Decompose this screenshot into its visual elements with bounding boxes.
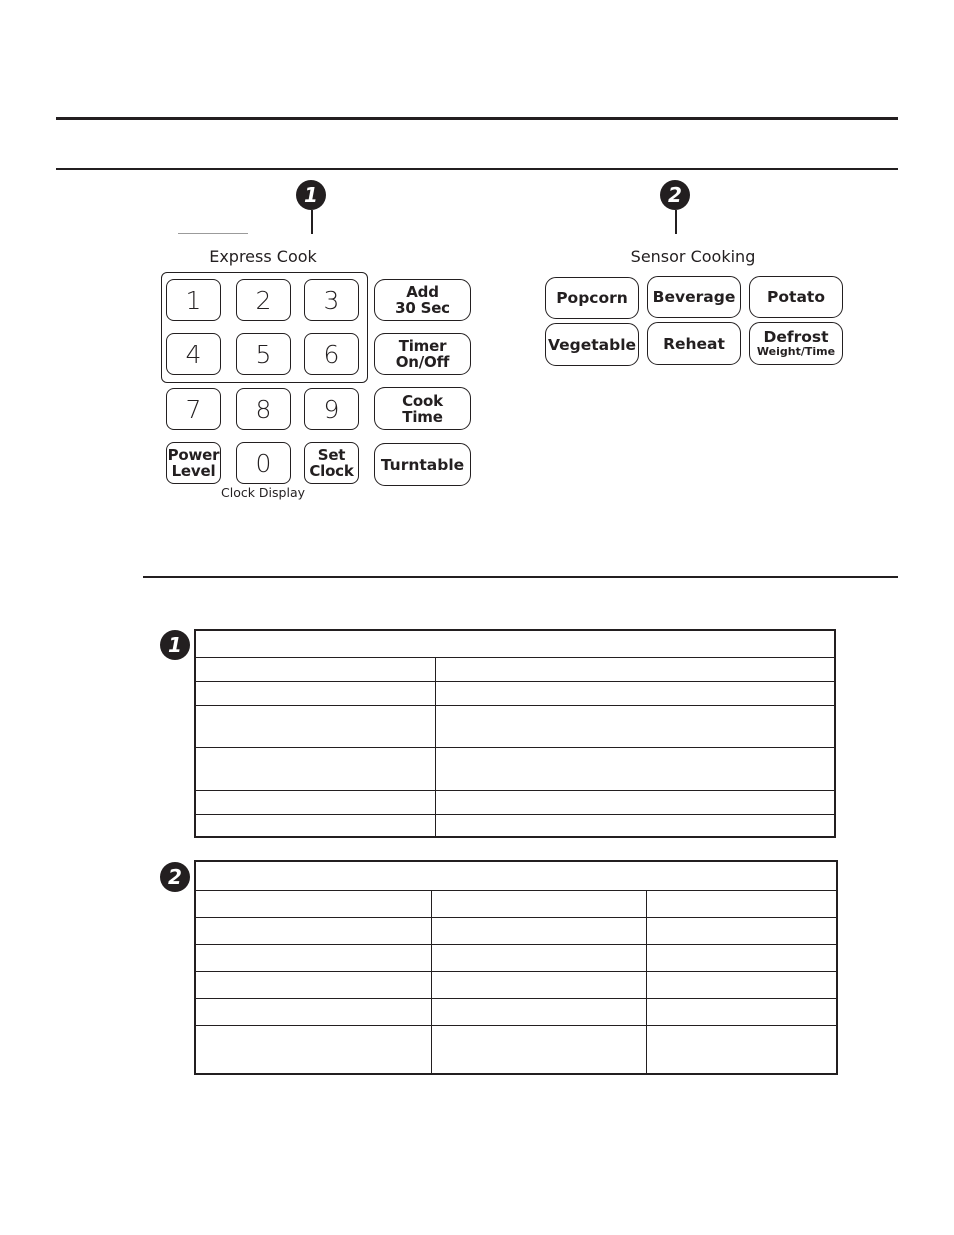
key-0[interactable]: 0 (236, 442, 291, 484)
divider-stub (178, 233, 248, 234)
table-cell (195, 1026, 431, 1074)
table-row (195, 1026, 837, 1074)
table-2-callout: 2 (160, 862, 190, 892)
potato-key[interactable]: Potato (749, 276, 843, 318)
callout-2: 2 (660, 180, 690, 210)
key-6[interactable]: 6 (304, 333, 359, 375)
table-row (195, 681, 835, 705)
add-30-sec-line1: Add (406, 283, 439, 301)
cook-time-line1: Cook (402, 391, 443, 410)
table-cell (195, 917, 431, 944)
table-1-callout: 1 (160, 630, 190, 660)
table-cell (431, 1026, 646, 1074)
table-cell (646, 890, 837, 917)
timer-line2: On/Off (395, 353, 450, 371)
table-cell (195, 790, 435, 814)
table-cell (435, 814, 835, 837)
table-cell (195, 657, 435, 681)
table-row (195, 657, 835, 681)
cook-time-key[interactable] (374, 387, 471, 430)
table-cell (431, 998, 646, 1025)
power-level-line1: Power (167, 446, 220, 464)
defrost-label: Defrost (763, 328, 829, 346)
table-cell (431, 917, 646, 944)
defrost-key[interactable] (749, 322, 843, 365)
table-row (195, 814, 835, 837)
table-1-header-row (195, 630, 835, 657)
table-cell (646, 971, 837, 998)
table-2-header-cell (195, 861, 837, 890)
key-7[interactable]: 7 (166, 388, 221, 430)
table-1-header-cell (195, 630, 835, 657)
table-2 (194, 860, 838, 1075)
mid-rule (143, 576, 898, 578)
clock-display-label: Clock Display (221, 485, 306, 500)
callout-2-leader (675, 210, 677, 234)
table-cell (195, 971, 431, 998)
reheat-key[interactable]: Reheat (647, 322, 741, 365)
key-1[interactable]: 1 (166, 279, 221, 321)
timer-line1: Timer (398, 337, 447, 355)
table-cell (435, 747, 835, 790)
set-clock-key[interactable] (304, 442, 359, 484)
popcorn-key[interactable]: Popcorn (545, 277, 639, 319)
table-cell (435, 705, 835, 747)
table-cell (435, 681, 835, 705)
cook-time-line2: Time (402, 407, 443, 426)
top-rule (56, 117, 898, 120)
table-cell (195, 747, 435, 790)
set-clock-line1: Set (317, 446, 346, 464)
table-cell (195, 998, 431, 1025)
beverage-key[interactable]: Beverage (647, 276, 741, 318)
table-cell (195, 814, 435, 837)
table-cell (435, 790, 835, 814)
timer-on-off-key[interactable] (374, 333, 471, 375)
table-row (195, 747, 835, 790)
key-8[interactable]: 8 (236, 388, 291, 430)
key-3[interactable]: 3 (304, 279, 359, 321)
table-cell (195, 944, 431, 971)
table-cell (431, 944, 646, 971)
set-clock-line2: Clock (309, 462, 354, 480)
table-1 (194, 629, 836, 838)
table-row (195, 917, 837, 944)
table-cell (195, 705, 435, 747)
key-2[interactable]: 2 (236, 279, 291, 321)
table-cell (435, 657, 835, 681)
table-cell (646, 998, 837, 1025)
table-row (195, 998, 837, 1025)
table-cell (646, 917, 837, 944)
turntable-key[interactable]: Turntable (374, 443, 471, 486)
key-5[interactable]: 5 (236, 333, 291, 375)
key-4[interactable]: 4 (166, 333, 221, 375)
power-level-key[interactable] (166, 442, 221, 484)
callout-1-leader (311, 210, 313, 234)
table-cell (431, 971, 646, 998)
table-cell (646, 1026, 837, 1074)
table-2-header-row (195, 861, 837, 890)
add-30-sec-line2: 30 Sec (395, 299, 450, 317)
table-cell (195, 890, 431, 917)
express-cook-title: Express Cook (209, 247, 317, 266)
table-row (195, 971, 837, 998)
table-row (195, 790, 835, 814)
section-rule (56, 168, 898, 170)
table-row (195, 705, 835, 747)
sensor-cooking-title: Sensor Cooking (630, 247, 756, 266)
table-cell (646, 944, 837, 971)
vegetable-key[interactable]: Vegetable (545, 323, 639, 366)
defrost-sublabel: Weight/Time (756, 345, 836, 358)
key-9[interactable]: 9 (304, 388, 359, 430)
table-cell (195, 681, 435, 705)
table-row (195, 944, 837, 971)
table-cell (431, 890, 646, 917)
add-30-sec-key[interactable] (374, 279, 471, 321)
table-row (195, 890, 837, 917)
callout-1: 1 (296, 180, 326, 210)
power-level-line2: Level (171, 462, 216, 480)
